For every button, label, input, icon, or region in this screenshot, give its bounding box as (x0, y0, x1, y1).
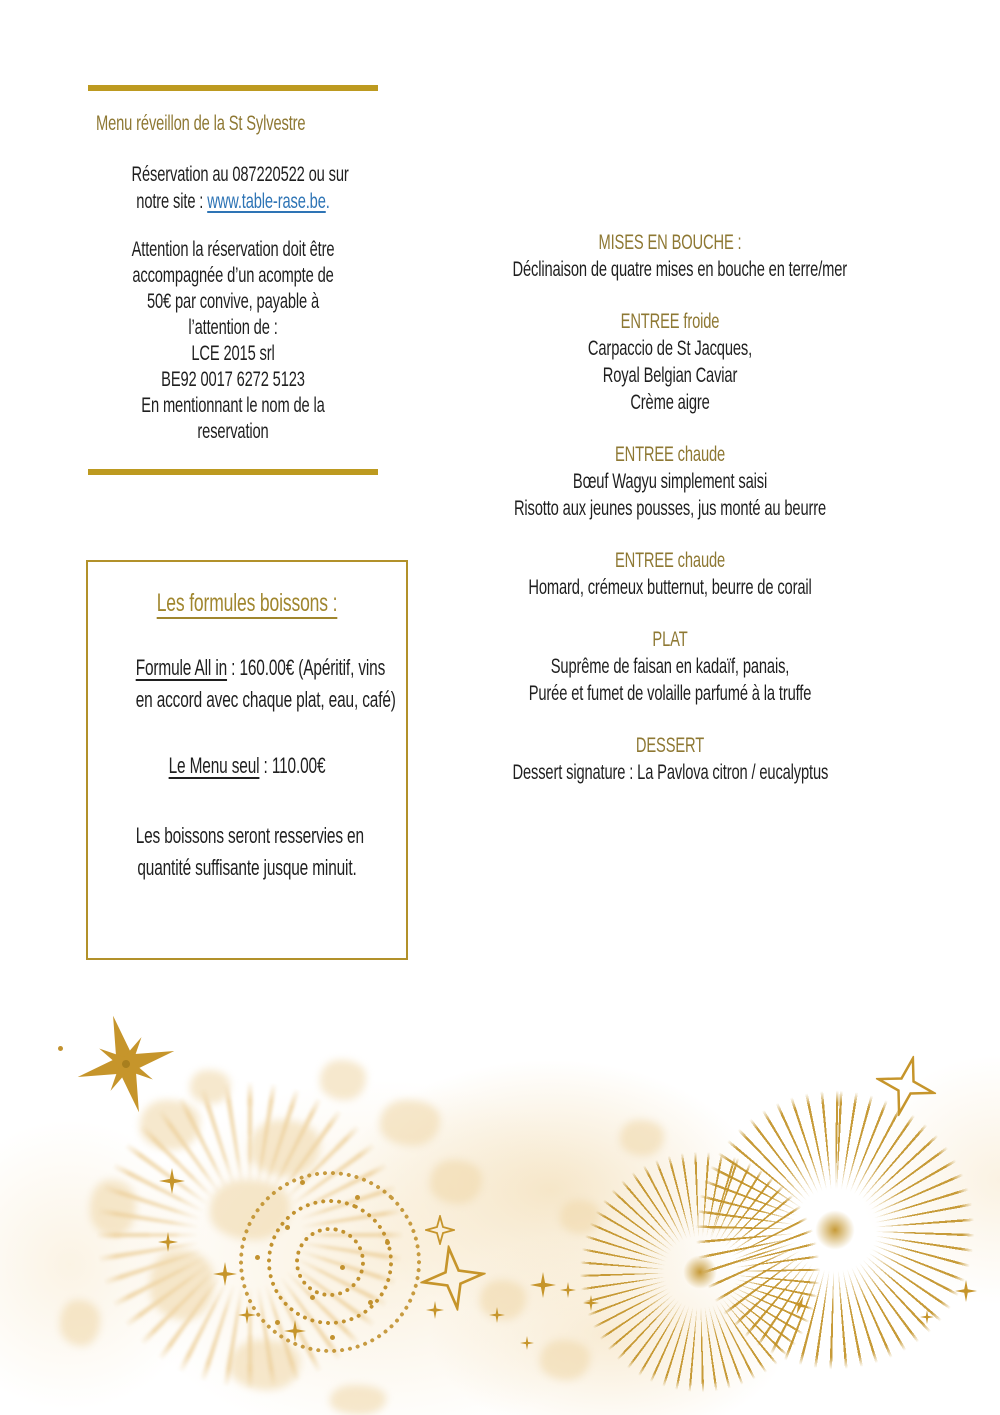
course-heading: DESSERT (635, 734, 705, 757)
gold-dot (368, 1300, 373, 1305)
dish-line: Suprême de faisan en kadaïf, panais, (550, 655, 790, 678)
dish-line: Bœuf Wagyu simplement saisi (572, 470, 768, 493)
course-section-dessert (445, 732, 895, 786)
dish-line: Crème aigre (630, 391, 710, 414)
gold-dot (310, 1295, 315, 1300)
gold-dot (285, 1225, 290, 1230)
splatter-blob (320, 1060, 366, 1100)
splatter-blob (150, 1250, 214, 1320)
formula-all-in-price: : 160.00€ (Apéritif, vins (227, 655, 386, 680)
notice-line: reservation (197, 420, 269, 443)
beige-cloud (120, 1080, 640, 1415)
course-heading: ENTREE chaude (614, 443, 726, 466)
notice-line: l’attention de : (188, 316, 278, 339)
firework-core (815, 1210, 855, 1250)
iban-number: BE92 0017 6272 5123 (161, 368, 305, 391)
website-link[interactable]: www.table-rase.be (207, 190, 326, 213)
sparkle-star-icon (583, 1295, 599, 1311)
menu-seul-label: Le Menu seul (168, 753, 260, 778)
outline-star-icon (416, 1241, 491, 1316)
splatter-blob (250, 1120, 320, 1176)
course-section-plat (445, 626, 895, 707)
splatter-blob (430, 1160, 482, 1204)
menu-seul-price: : 110.00€ (259, 753, 326, 778)
firework-core (683, 1255, 717, 1289)
beige-cloud (430, 1230, 790, 1415)
splatter-blob (380, 1100, 440, 1146)
sparkle-star-icon (158, 1232, 178, 1252)
notice-line: Attention la réservation doit être (131, 238, 335, 261)
course-heading: ENTREE froide (620, 310, 720, 333)
sparkle-star-icon (284, 1320, 306, 1342)
course-heading: ENTREE chaude (614, 549, 726, 572)
sparkle-star-icon (920, 1310, 934, 1324)
sparkle-star-icon (530, 1272, 556, 1298)
page-title: Menu réveillon de la St Sylvestre (96, 112, 306, 135)
sparkle-star-icon (213, 1262, 237, 1286)
big-star-icon (65, 1003, 187, 1125)
splatter-blob (330, 1385, 386, 1415)
beige-cloud (860, 1055, 1000, 1305)
outline-star-icon (425, 1215, 455, 1245)
dotted-firework-ring (246, 1178, 413, 1345)
sparkle-star-icon (955, 1280, 977, 1302)
reservation-site-label: notre site : (136, 190, 208, 213)
splatter-blob (210, 1180, 290, 1240)
splatter-blob (190, 1070, 230, 1104)
drinks-note-line: Les boissons seront resservies en (135, 823, 364, 848)
course-heading: MISES EN BOUCHE : (598, 231, 742, 254)
reservation-line (132, 188, 335, 215)
splatter-blob (540, 1340, 590, 1380)
course-heading: PLAT (652, 628, 688, 651)
notice-line: En mentionnant le nom de la (141, 394, 325, 417)
splatter-blob (560, 1200, 600, 1234)
dish-line: Dessert signature : La Pavlova citron / eucalyptus (512, 761, 829, 784)
sparkle-star-icon (159, 1168, 185, 1194)
gold-divider-top (88, 85, 378, 91)
formula-all-in-line: en accord avec chaque plat, eau, café) (135, 687, 396, 712)
sparkle-star-icon (560, 1282, 576, 1298)
company-name: LCE 2015 srl (191, 342, 275, 365)
notice-line: accompagnée d’un acompte de (132, 264, 334, 287)
notice-line: 50€ par convive, payable à (146, 290, 320, 313)
dotted-firework-ring (289, 1221, 370, 1302)
beige-cloud (340, 1060, 760, 1320)
sparkle-star-icon (426, 1301, 444, 1319)
formula-all-in-line (135, 652, 386, 684)
dish-line: Carpaccio de St Jacques, (587, 337, 753, 360)
fireworks-decoration (0, 995, 1000, 1415)
course-section-entree-chaude-2 (445, 547, 895, 601)
dish-line: Déclinaison de quatre mises en bouche en terre/mer (512, 258, 848, 281)
beige-cloud (0, 1120, 210, 1410)
splatter-blob (140, 1100, 200, 1150)
reservation-line: Réservation au 087220522 ou sur (131, 163, 349, 186)
beige-firework-burst (85, 1070, 415, 1400)
gold-dot (300, 1180, 305, 1185)
gold-dot (330, 1335, 335, 1340)
gold-divider-bottom (88, 469, 378, 475)
sparkle-star-icon (520, 1336, 534, 1350)
splatter-blob (230, 1340, 300, 1390)
link-period: . (325, 190, 330, 213)
gold-dot (385, 1240, 390, 1245)
menu-courses-column (445, 229, 895, 811)
firework-burst (545, 1117, 854, 1415)
sparkle-star-icon (787, 1292, 813, 1318)
outline-star-icon (868, 1048, 943, 1123)
sparkle-star-icon (489, 1307, 505, 1323)
dish-line: Homard, crémeux butternut, beurre de corail (528, 576, 812, 599)
dish-line: Purée et fumet de volaille parfumé à la truffe (528, 682, 812, 705)
reservation-info (88, 161, 378, 215)
gold-dot (355, 1195, 360, 1200)
drinks-formulas-box (86, 560, 408, 960)
splatter-blob (480, 1280, 526, 1320)
dish-line: Royal Belgian Caviar (602, 364, 738, 387)
gold-dot (275, 1320, 280, 1325)
course-section-entree-chaude-1 (445, 441, 895, 522)
gold-dot (58, 1046, 63, 1051)
formula-all-in-label: Formule All in (135, 655, 228, 680)
dotted-firework-ring (201, 1133, 458, 1390)
drinks-note-line: quantité suffisante jusque minuit. (137, 855, 357, 880)
deposit-notice (88, 237, 378, 445)
splatter-blob (90, 1180, 136, 1236)
splatter-blob (60, 1300, 100, 1346)
drinks-box-title: Les formules boissons : (156, 589, 338, 617)
gold-dot (340, 1265, 345, 1270)
dish-line: Risotto aux jeunes pousses, jus monté au beurre (513, 497, 827, 520)
course-section-entree-froide (445, 308, 895, 416)
gold-dot (255, 1255, 260, 1260)
course-section-mises-en-bouche (445, 229, 895, 283)
firework-burst (690, 1085, 980, 1375)
splatter-blob (620, 1120, 664, 1156)
menu-seul-line (136, 750, 359, 782)
sparkle-star-icon (238, 1306, 256, 1324)
